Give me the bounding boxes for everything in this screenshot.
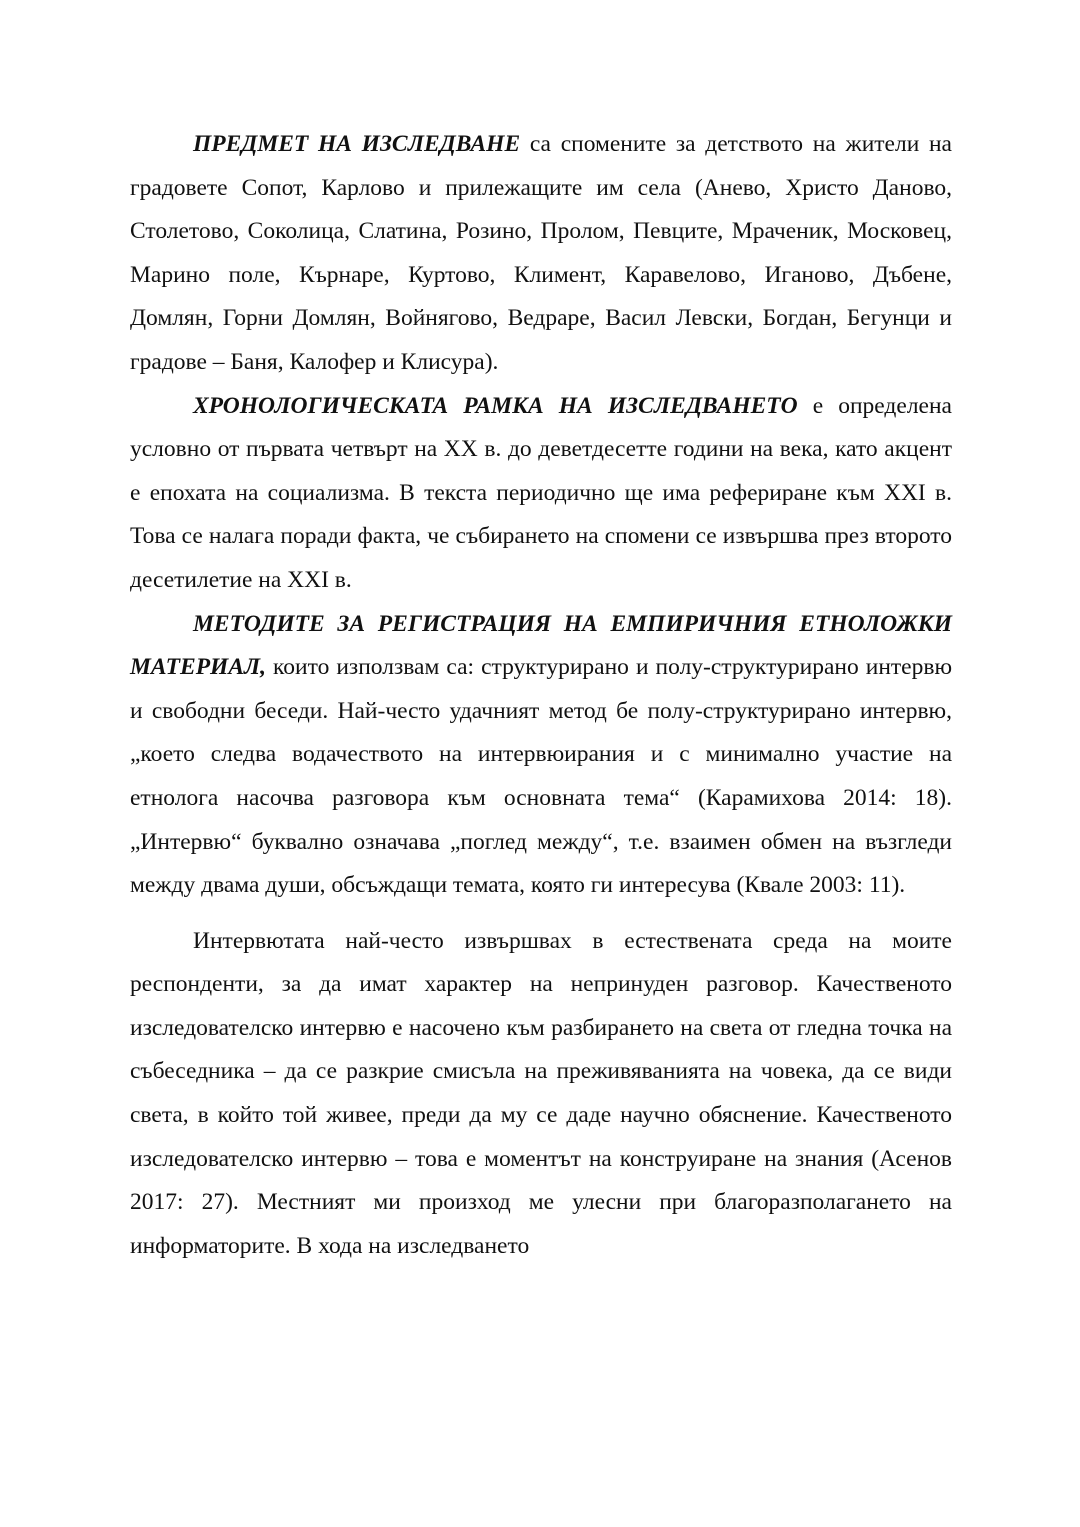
paragraph-lead-heading: МЕТОДИТЕ ЗА РЕГИСТРАЦИЯ НА ЕМПИРИЧНИЯ ЕТНОЛОЖКИ МАТЕРИАЛ, xyxy=(130,610,952,681)
paragraph-body-text: е определена условно от първата четвърт на ХХ в. до деветдесетте години на века, като акцент е епохата на социализма. В текста периодично ще има рефериране към XXI в. Това се налага поради факта, че събирането на спомени се извършва през второто десетилетие на XXI в. xyxy=(130,392,952,593)
paragraph-lead-heading: ПРЕДМЕТ НА ИЗСЛЕДВАНЕ xyxy=(193,131,521,157)
paragraph-lead-heading: ХРОНОЛОГИЧЕСКАТА РАМКА НА ИЗСЛЕДВАНЕТО xyxy=(193,392,798,419)
paragraph-body-text: Интервютата най-често извършвах в естествената среда на моите респонденти, за да имат характер на непринуден разговор. Качественото изследователско интервю е насочено към разбирането на света от гледна точка на събеседника – да се разкрие смисъла на преживяванията на човека, да се види света, в който той живее, преди да му се даде научно обяснение. Качественото изследователско интервю – това е моментът на конструиране на знания (Асенов 2017: 27). Местният ми произход ме улесни при благоразполагането на информаторите. В хода на изследването xyxy=(130,927,952,1259)
paragraph-registration-methods xyxy=(130,603,952,908)
paragraph-chronological-frame xyxy=(130,385,952,603)
paragraph-body-text: които използвам са: структурирано и полу-структурирано интервю и свободни беседи. Най-често удачният метод бе полу-структурирано интервю, „което следва водачеството на интервюирания и с минимално участие на етнолога насочва разговора към основната тема“ (Карамихова 2014: 18). „Интервю“ буквално означава „поглед между“, т.е. взаимен обмен на възгледи между двама души, обсъждащи темата, която ги интересува (Квале 2003: 11). xyxy=(130,654,952,899)
paragraph-research-subject xyxy=(130,123,952,385)
paragraph-interviews xyxy=(130,920,952,1269)
paragraph-body-text: са спомените за детството на жители на градовете Сопот, Карлово и прилежащите им села (Анево, Христо Даново, Столетово, Соколица, Слатина, Розино, Пролом, Певците, Мраченик, Московец, Марино поле, Кърнаре, Куртово, Климент, Каравелово, Иганово, Дъбене, Домлян, Горни Домлян, Войнягово, Ведраре, Васил Левски, Богдан, Бегунци и градове – Баня, Калофер и Клисура). xyxy=(130,131,952,375)
document-page xyxy=(130,123,952,1268)
